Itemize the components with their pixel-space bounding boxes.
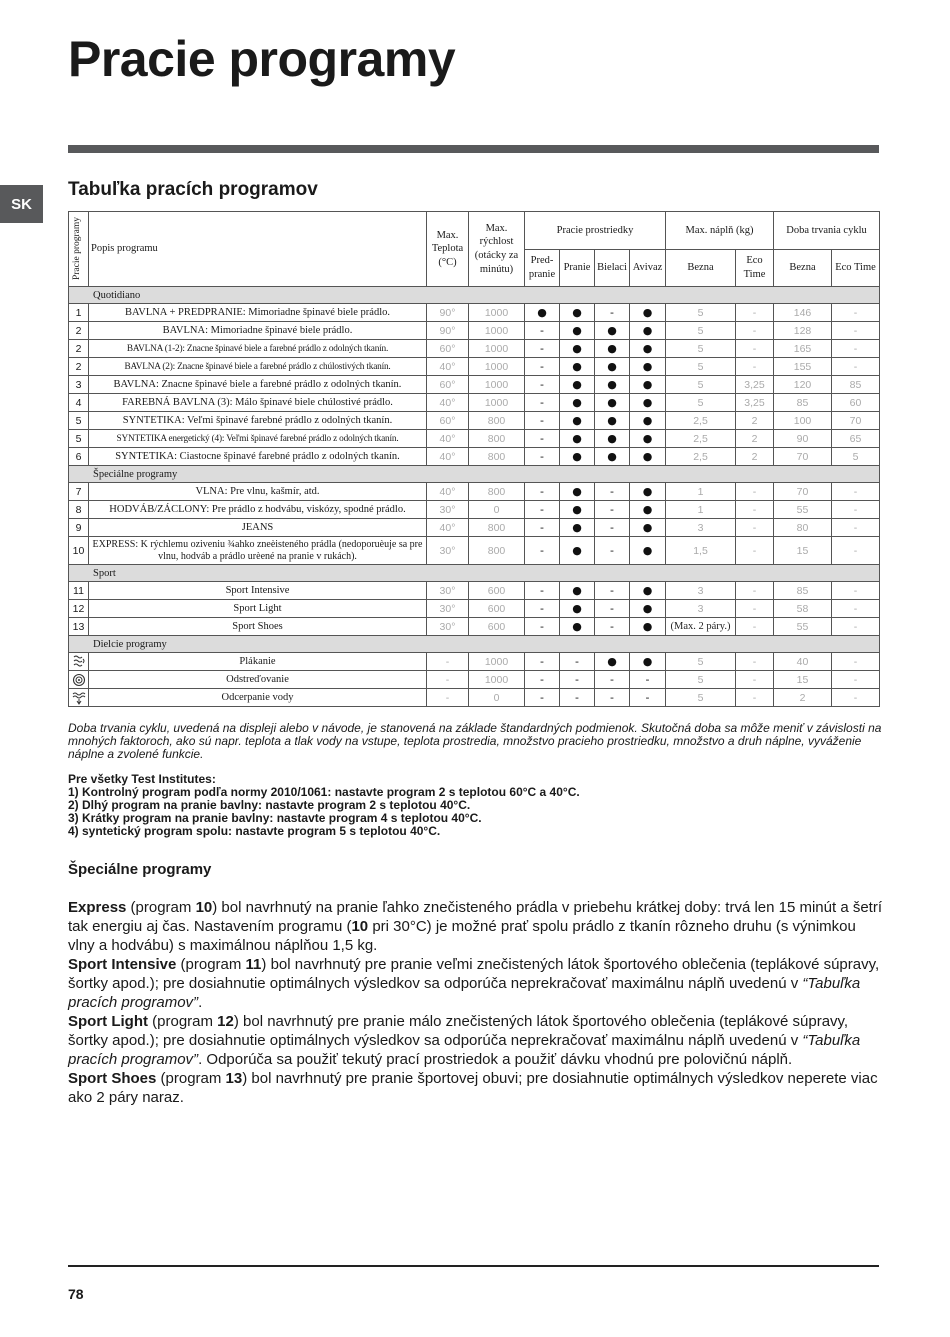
header-dur-normal: Bezna [774,250,832,287]
cell-temp: 60° [427,340,469,358]
sport-light-paragraph: Sport Light (program 12) bol navrhnutý pre pranie málo znečistených látok športového oblečenia (teplákové súpravy, šortky apod.); pre dosiahnutie optimálnych výsledkov sa odporúča neprekračovať maximálnu náplň uvedenú v “Tabuľka pracích programov”. Odporúča sa použiť tekutý prací prostriedok a použiť dávku vhodnú pre polovičnú náplň. [68,1013,861,1068]
cell-wash: ● [560,340,595,358]
program-number: 12 [69,600,89,618]
cell-speed: 1000 [469,358,525,376]
cell-load: 5 [666,340,736,358]
cell-speed: 600 [469,582,525,600]
cell-speed: 600 [469,600,525,618]
table-row [69,519,880,537]
cell-loadeco: 2 [736,448,774,466]
test-institutes [68,773,580,838]
language-tab: SK [0,185,43,223]
cell-dur: 165 [774,340,832,358]
cell-wash: ● [560,304,595,322]
test-item: 1) Kontrolný program podľa normy 2010/1061: nastavte program 2 s teplotou 60°C a 40°C. [68,784,580,799]
cell-dur: 85 [774,394,832,412]
cell-speed: 1000 [469,304,525,322]
rinse-icon [69,653,89,671]
cell-dureco: - [832,304,880,322]
cell-loadeco: 2 [736,412,774,430]
cell-dureco: 5 [832,448,880,466]
program-description: Odcerpanie vody [89,689,427,707]
cell-dureco: - [832,582,880,600]
table-row [69,304,880,322]
cell-loadeco: - [736,689,774,707]
cell-dur: 155 [774,358,832,376]
cell-bleach: ● [595,448,630,466]
cell-load: 5 [666,376,736,394]
cell-loadeco: - [736,618,774,636]
cell-bleach: ● [595,430,630,448]
cell-soft: ● [630,501,666,519]
cell-speed: 1000 [469,376,525,394]
program-number: 8 [69,501,89,519]
cell-bleach: - [595,501,630,519]
program-description: BAVLNA: Mimoriadne špinavé biele prádlo. [89,322,427,340]
cell-loadeco: - [736,519,774,537]
cell-wash: ● [560,448,595,466]
cell-dureco: - [832,501,880,519]
cell-pre: - [525,618,560,636]
cell-load: 5 [666,322,736,340]
cell-temp: 40° [427,483,469,501]
program-description: EXPRESS: K rýchlemu oziveniu ¾ahko zneèisteného prádla (nedoporuèuje sa pre vlnu, hodváb a prádlo urèené na pranie v rukách). [89,537,427,565]
cell-pre: - [525,483,560,501]
program-number: 7 [69,483,89,501]
cell-dureco: - [832,689,880,707]
cell-dur: 2 [774,689,832,707]
cell-load: 1 [666,501,736,519]
cell-pre: - [525,537,560,565]
table-row [69,376,880,394]
program-number: 5 [69,412,89,430]
cell-dureco: 65 [832,430,880,448]
table-row [69,501,880,519]
cell-dureco: - [832,653,880,671]
cell-bleach: - [595,304,630,322]
group-label: Sport [69,565,880,582]
cell-dur: 90 [774,430,832,448]
cell-wash: ● [560,618,595,636]
program-number: 9 [69,519,89,537]
header-prewash: Pred-pranie [525,250,560,287]
title-divider [68,145,879,153]
cell-loadeco: - [736,600,774,618]
group-row [69,466,880,483]
cell-speed: 1000 [469,394,525,412]
sport-intensive-paragraph: Sport Intensive (program 11) bol navrhnutý pre pranie veľmi znečistených látok športového oblečenia (teplákové súpravy, šortky apod.); pre dosiahnutie optimálnych výsledkov sa odporúča neprekračovať maximálnu náplň uvedenú v “Tabuľka pracích programov”. [68,956,880,1011]
cell-pre: - [525,376,560,394]
header-bleach: Bielaci [595,250,630,287]
cell-bleach: ● [595,653,630,671]
cell-soft: ● [630,537,666,565]
cell-load: 5 [666,304,736,322]
cell-load: 5 [666,653,736,671]
cell-speed: 800 [469,483,525,501]
cell-soft: ● [630,376,666,394]
table-row [69,412,880,430]
table-row [69,671,880,689]
table-row [69,430,880,448]
cell-temp: 40° [427,519,469,537]
header-duration: Doba trvania cyklu [774,212,880,250]
cell-dureco: - [832,483,880,501]
cell-bleach: - [595,483,630,501]
cell-temp: - [427,689,469,707]
table-row [69,340,880,358]
program-description: HODVÁB/ZÁCLONY: Pre prádlo z hodvábu, viskózy, spodné prádlo. [89,501,427,519]
cell-speed: 800 [469,448,525,466]
cell-wash: ● [560,412,595,430]
program-number: 6 [69,448,89,466]
header-softener: Avivaz [630,250,666,287]
cell-wash: - [560,653,595,671]
table-row [69,483,880,501]
cell-soft: ● [630,600,666,618]
cell-loadeco: - [736,653,774,671]
test-heading: Pre všetky Test Institutes: [68,772,216,786]
cell-temp: 30° [427,537,469,565]
cell-loadeco: - [736,537,774,565]
cell-soft: ● [630,582,666,600]
program-table-body [69,287,880,707]
cell-temp: - [427,671,469,689]
cell-pre: - [525,671,560,689]
table-row [69,322,880,340]
cell-pre: - [525,430,560,448]
test-item: 3) Krátky program na pranie bavlny: nastavte program 4 s teplotou 40°C. [68,810,482,825]
group-row [69,287,880,304]
cell-loadeco: - [736,501,774,519]
program-description: JEANS [89,519,427,537]
cell-load: 2,5 [666,448,736,466]
cell-wash: ● [560,537,595,565]
group-label: Quotidiano [69,287,880,304]
cell-wash: ● [560,501,595,519]
header-detergents: Pracie prostriedky [525,212,666,250]
cell-soft: ● [630,340,666,358]
cell-temp: 60° [427,376,469,394]
cell-soft: ● [630,322,666,340]
cell-speed: 1000 [469,322,525,340]
table-row [69,394,880,412]
program-description: Odstreďovanie [89,671,427,689]
cell-pre: - [525,448,560,466]
sport-shoes-paragraph: Sport Shoes (program 13) bol navrhnutý pre pranie športovej obuvi; pre dosiahnutie optimálnych výsledkov neperete viac ako 2 páry naraz. [68,1070,878,1106]
cell-pre: ● [525,304,560,322]
cell-bleach: - [595,671,630,689]
cell-temp: - [427,653,469,671]
program-description: Sport Light [89,600,427,618]
cell-dureco: 85 [832,376,880,394]
cell-load: 2,5 [666,430,736,448]
cell-dur: 55 [774,501,832,519]
cell-wash: - [560,689,595,707]
cell-bleach: - [595,689,630,707]
cell-dureco: - [832,600,880,618]
spin-icon [69,671,89,689]
cell-bleach: - [595,537,630,565]
special-programs-body [68,898,883,1107]
cell-soft: ● [630,448,666,466]
cell-soft: - [630,689,666,707]
program-description: FAREBNÁ BAVLNA (3): Málo špinavé biele chúlostivé prádlo. [89,394,427,412]
cell-wash: ● [560,483,595,501]
cell-bleach: - [595,618,630,636]
cell-soft: ● [630,618,666,636]
cell-load: 1 [666,483,736,501]
program-number: 4 [69,394,89,412]
cell-soft: ● [630,394,666,412]
cell-bleach: ● [595,412,630,430]
cell-loadeco: 3,25 [736,394,774,412]
cell-speed: 800 [469,519,525,537]
cell-load: 5 [666,394,736,412]
cell-dur: 100 [774,412,832,430]
cell-load: 5 [666,689,736,707]
cell-dureco: - [832,519,880,537]
table-row [69,600,880,618]
cell-soft: ● [630,412,666,430]
table-row [69,653,880,671]
cell-pre: - [525,689,560,707]
program-number: 2 [69,358,89,376]
cell-load: 5 [666,358,736,376]
program-description: BAVLNA (2): Znacne špinavé biele a farebné prádlo z chúlostivých tkanín. [89,358,427,376]
header-load-eco: Eco Time [736,250,774,287]
program-number: 3 [69,376,89,394]
header-load-normal: Bezna [666,250,736,287]
cell-soft: ● [630,519,666,537]
express-paragraph: Express (program 10) bol navrhnutý na pranie ľahko znečisteného prádla v priebehu krátkej doby: trvá len 15 minút a šetrí tak energiu aj čas. Nastavením programu (10 pri 30°C) je možné prať spolu prádlo z tkanín rôzneho druhu (s výnimkou vlny a hodvábu) s maximálnou náplňou 1,5 kg. [68,899,883,954]
cell-pre: - [525,394,560,412]
cell-dur: 70 [774,448,832,466]
cell-bleach: - [595,582,630,600]
table-row [69,618,880,636]
cell-dureco: 60 [832,394,880,412]
program-number: 11 [69,582,89,600]
test-item: 2) Dlhý program na pranie bavlny: nastavte program 2 s teplotou 40°C. [68,797,471,812]
cell-dur: 58 [774,600,832,618]
cell-soft: ● [630,358,666,376]
header-desc: Popis programu [89,212,427,287]
cell-loadeco: 2 [736,430,774,448]
program-table [68,211,880,707]
cell-dureco: - [832,618,880,636]
cell-speed: 1000 [469,671,525,689]
cell-pre: - [525,358,560,376]
cell-soft: ● [630,483,666,501]
cell-speed: 800 [469,412,525,430]
cell-temp: 90° [427,304,469,322]
test-item: 4) syntetický program spolu: nastavte program 5 s teplotou 40°C. [68,823,441,838]
header-speed: Max. rýchlost (otácky za minútu) [469,212,525,287]
cell-loadeco: 3,25 [736,376,774,394]
cell-temp: 40° [427,430,469,448]
cell-loadeco: - [736,340,774,358]
cell-dur: 80 [774,519,832,537]
cell-wash: - [560,671,595,689]
cell-loadeco: - [736,582,774,600]
program-number: 1 [69,304,89,322]
cell-pre: - [525,582,560,600]
table-row [69,448,880,466]
cell-speed: 800 [469,430,525,448]
cell-pre: - [525,653,560,671]
cell-temp: 90° [427,322,469,340]
cell-speed: 0 [469,501,525,519]
group-label: Špeciálne programy [69,466,880,483]
program-description: BAVLNA + PREDPRANIE: Mimoriadne špinavé biele prádlo. [89,304,427,322]
cell-temp: 30° [427,600,469,618]
cell-temp: 40° [427,358,469,376]
header-prog: Pracie programy [69,212,89,287]
cell-pre: - [525,501,560,519]
program-number: 2 [69,322,89,340]
drain-icon [69,689,89,707]
program-description: Sport Shoes [89,618,427,636]
cell-loadeco: - [736,358,774,376]
program-description: SYNTETIKA: Ciastocne špinavé farebné prádlo z odolných tkanín. [89,448,427,466]
cell-soft: ● [630,653,666,671]
cell-loadeco: - [736,304,774,322]
cell-speed: 0 [469,689,525,707]
cell-dureco: - [832,340,880,358]
cell-speed: 1000 [469,340,525,358]
cell-bleach: - [595,519,630,537]
cell-wash: ● [560,430,595,448]
cell-dur: 15 [774,537,832,565]
cell-dur: 40 [774,653,832,671]
cell-wash: ● [560,322,595,340]
cell-soft: ● [630,430,666,448]
cell-speed: 600 [469,618,525,636]
cell-temp: 30° [427,582,469,600]
cell-load: 3 [666,519,736,537]
section-title: Tabuľka pracích programov [68,179,318,200]
cell-dur: 15 [774,671,832,689]
cell-speed: 800 [469,537,525,565]
group-label: Dielcie programy [69,636,880,653]
cell-dureco: - [832,537,880,565]
group-row [69,636,880,653]
table-row [69,358,880,376]
header-load: Max. náplň (kg) [666,212,774,250]
cell-load: 3 [666,600,736,618]
cell-load: 5 [666,671,736,689]
cell-bleach: ● [595,376,630,394]
special-programs-title: Špeciálne programy [68,861,212,878]
cell-dur: 120 [774,376,832,394]
program-description: Plákanie [89,653,427,671]
cell-loadeco: - [736,483,774,501]
cell-temp: 30° [427,618,469,636]
cell-dur: 128 [774,322,832,340]
cell-bleach: ● [595,358,630,376]
duration-note: Doba trvania cyklu, uvedená na displeji alebo v návode, je stanovená na základe štandardných podmienok. Skutočná doba sa môže meniť v závislosti na mnohých faktoroch, ako sú napr. teplota a tlak vody na vstupe, teplota prostredia, množstvo pracieho prostriedku, množstvo a druh náplne, vyváženie náplne a zvolené funkcie. [68,721,882,762]
program-description: SYNTETIKA energetický (4): Veľmi špinavé farebné prádlo z odolných tkanín. [89,430,427,448]
page-number: 78 [68,1286,84,1302]
cell-pre: - [525,412,560,430]
cell-temp: 40° [427,394,469,412]
cell-loadeco: - [736,671,774,689]
cell-dureco: - [832,322,880,340]
cell-bleach: ● [595,340,630,358]
cell-wash: ● [560,582,595,600]
cell-pre: - [525,340,560,358]
cell-soft: - [630,671,666,689]
program-number: 2 [69,340,89,358]
table-row [69,537,880,565]
header-wash: Pranie [560,250,595,287]
program-description: Sport Intensive [89,582,427,600]
cell-load: (Max. 2 páry.) [666,618,736,636]
cell-pre: - [525,519,560,537]
cell-load: 1,5 [666,537,736,565]
program-description: BAVLNA (1-2): Znacne špinavé biele a farebné prádlo z odolných tkanín. [89,340,427,358]
cell-bleach: - [595,600,630,618]
program-number: 5 [69,430,89,448]
cell-soft: ● [630,304,666,322]
cell-wash: ● [560,358,595,376]
header-temp: Max. Teplota (°C) [427,212,469,287]
header-dur-eco: Eco Time [832,250,880,287]
table-row [69,582,880,600]
program-description: VLNA: Pre vlnu, kašmír, atd. [89,483,427,501]
cell-wash: ● [560,519,595,537]
cell-temp: 40° [427,448,469,466]
program-description: SYNTETIKA: Veľmi špinavé farebné prádlo z odolných tkanín. [89,412,427,430]
cell-dureco: - [832,358,880,376]
cell-wash: ● [560,394,595,412]
cell-dur: 146 [774,304,832,322]
cell-pre: - [525,600,560,618]
cell-wash: ● [560,376,595,394]
cell-dur: 70 [774,483,832,501]
cell-bleach: ● [595,394,630,412]
page-title: Pracie programy [68,31,456,87]
footer-divider [68,1265,879,1267]
program-description: BAVLNA: Znacne špinavé biele a farebné prádlo z odolných tkanín. [89,376,427,394]
program-number: 13 [69,618,89,636]
cell-loadeco: - [736,322,774,340]
cell-temp: 30° [427,501,469,519]
cell-dureco: 70 [832,412,880,430]
cell-speed: 1000 [469,653,525,671]
cell-dur: 85 [774,582,832,600]
table-row [69,689,880,707]
cell-temp: 60° [427,412,469,430]
cell-load: 2,5 [666,412,736,430]
group-row [69,565,880,582]
cell-dureco: - [832,671,880,689]
cell-wash: ● [560,600,595,618]
cell-bleach: ● [595,322,630,340]
cell-load: 3 [666,582,736,600]
cell-dur: 55 [774,618,832,636]
cell-pre: - [525,322,560,340]
program-number: 10 [69,537,89,565]
